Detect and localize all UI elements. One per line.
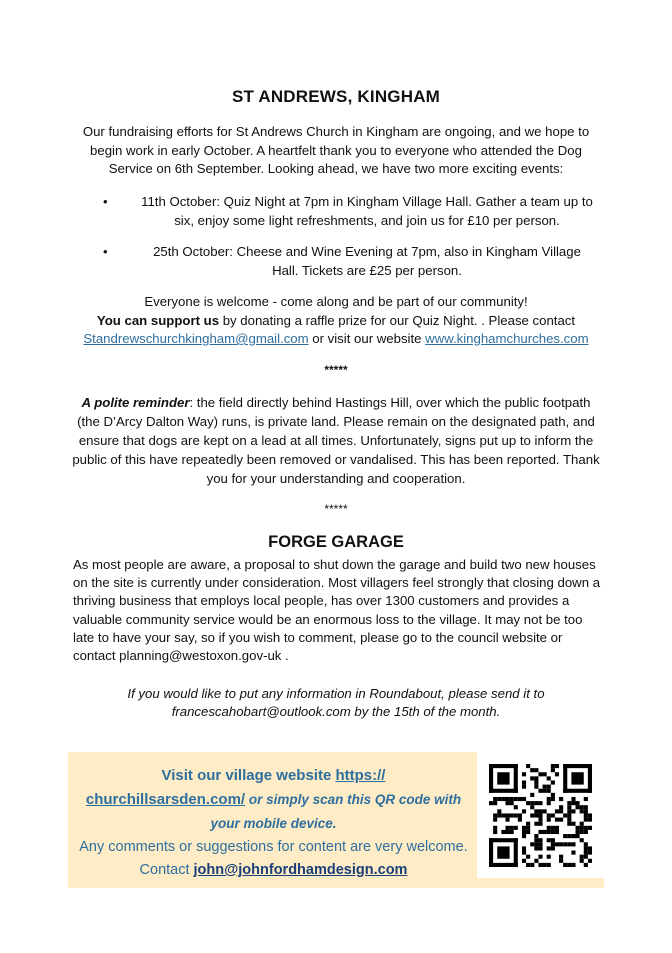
welcome-line: Everyone is welcome - come along and be part of our community! [144,294,528,309]
or-visit-text: or visit our website [308,331,426,346]
separator-stars: ***** [324,502,348,516]
church-intro-paragraph: Our fundraising efforts for St Andrews Church in Kingham are ongoing, and we hope to begin work in early October. A heartfelt thank you to everyone who attended the Dog Service on 6th September. Looking ahead, we have two more exciting events: [82,124,590,176]
reminder-lead: A polite reminder [81,395,190,410]
banner-text [76,764,471,882]
church-email-link[interactable]: Standrewschurchkingham@gmail.com [83,331,309,346]
reminder-body: : the field directly behind Hastings Hill, over which the public footpath (the D’Arcy Dalton Way) runs, is private land. Please remain on the designated path, and ensure that dogs are kept on a lead at all times. Unfortunately, signs put up to inform the public of this have repeatedly been removed or vandalised. This has been reported. Thank you for your understanding and cooperation. [72,395,600,486]
support-line [60,312,612,331]
visit-text: Visit our village website [161,767,336,784]
village-website-link-part2[interactable]: churchillsarsden.com/ [85,791,246,808]
village-website-link-part1[interactable]: https:// [335,767,386,784]
separator-stars: ***** [324,363,348,377]
forge-garage-paragraph: As most people are aware, a proposal to shut down the garage and build two new houses on the site is currently under consideration. Most villagers feel strongly that closing down a thriving business that employs local people, has over 1300 customers and provides a valuable community service would be an enormous loss to the village. It may not be too late to have your say, so if you wish to comment, please go to the council website or contact planning@westoxon.gov-uk . [73,557,601,664]
bullet-icon: • [103,244,108,259]
support-lead: You can support us [96,312,220,328]
contact-line [60,330,612,349]
church-section-title: ST ANDREWS, KINGHAM [231,87,441,106]
roundabout-note: If you would like to put any information in Roundabout, please send it to francescahobart@outlook.com by the 15th of the month. [127,686,545,719]
church-website-link[interactable]: www.kinghamchurches.com [425,331,589,346]
comments-text: Any comments or suggestions for content are very welcome. Contact [79,839,468,878]
contact-email-link[interactable]: john@johnfordhamdesign.com [193,862,408,878]
qr-code-icon[interactable] [489,764,592,867]
scan-qr-text: or simply scan this QR code with your mobile device. [210,792,462,831]
forge-garage-title: FORGE GARAGE [268,533,404,551]
welcome-paragraph [60,293,612,349]
support-rest: by donating a raffle prize for our Quiz Night. . Please contact [219,312,576,328]
polite-reminder-paragraph [72,393,600,488]
event-text-quiz: 11th October: Quiz Night at 7pm in Kingham Village Hall. Gather a team up to six, enjoy some light refreshments, and join us for £10 per person. [141,194,593,228]
bullet-icon: • [103,194,108,209]
qr-code-box[interactable] [477,752,604,878]
event-text-cheese-wine: 25th October: Cheese and Wine Evening at 7pm, also in Kingham Village Hall. Tickets are £25 per person. [153,244,581,278]
village-website-banner [68,752,604,888]
